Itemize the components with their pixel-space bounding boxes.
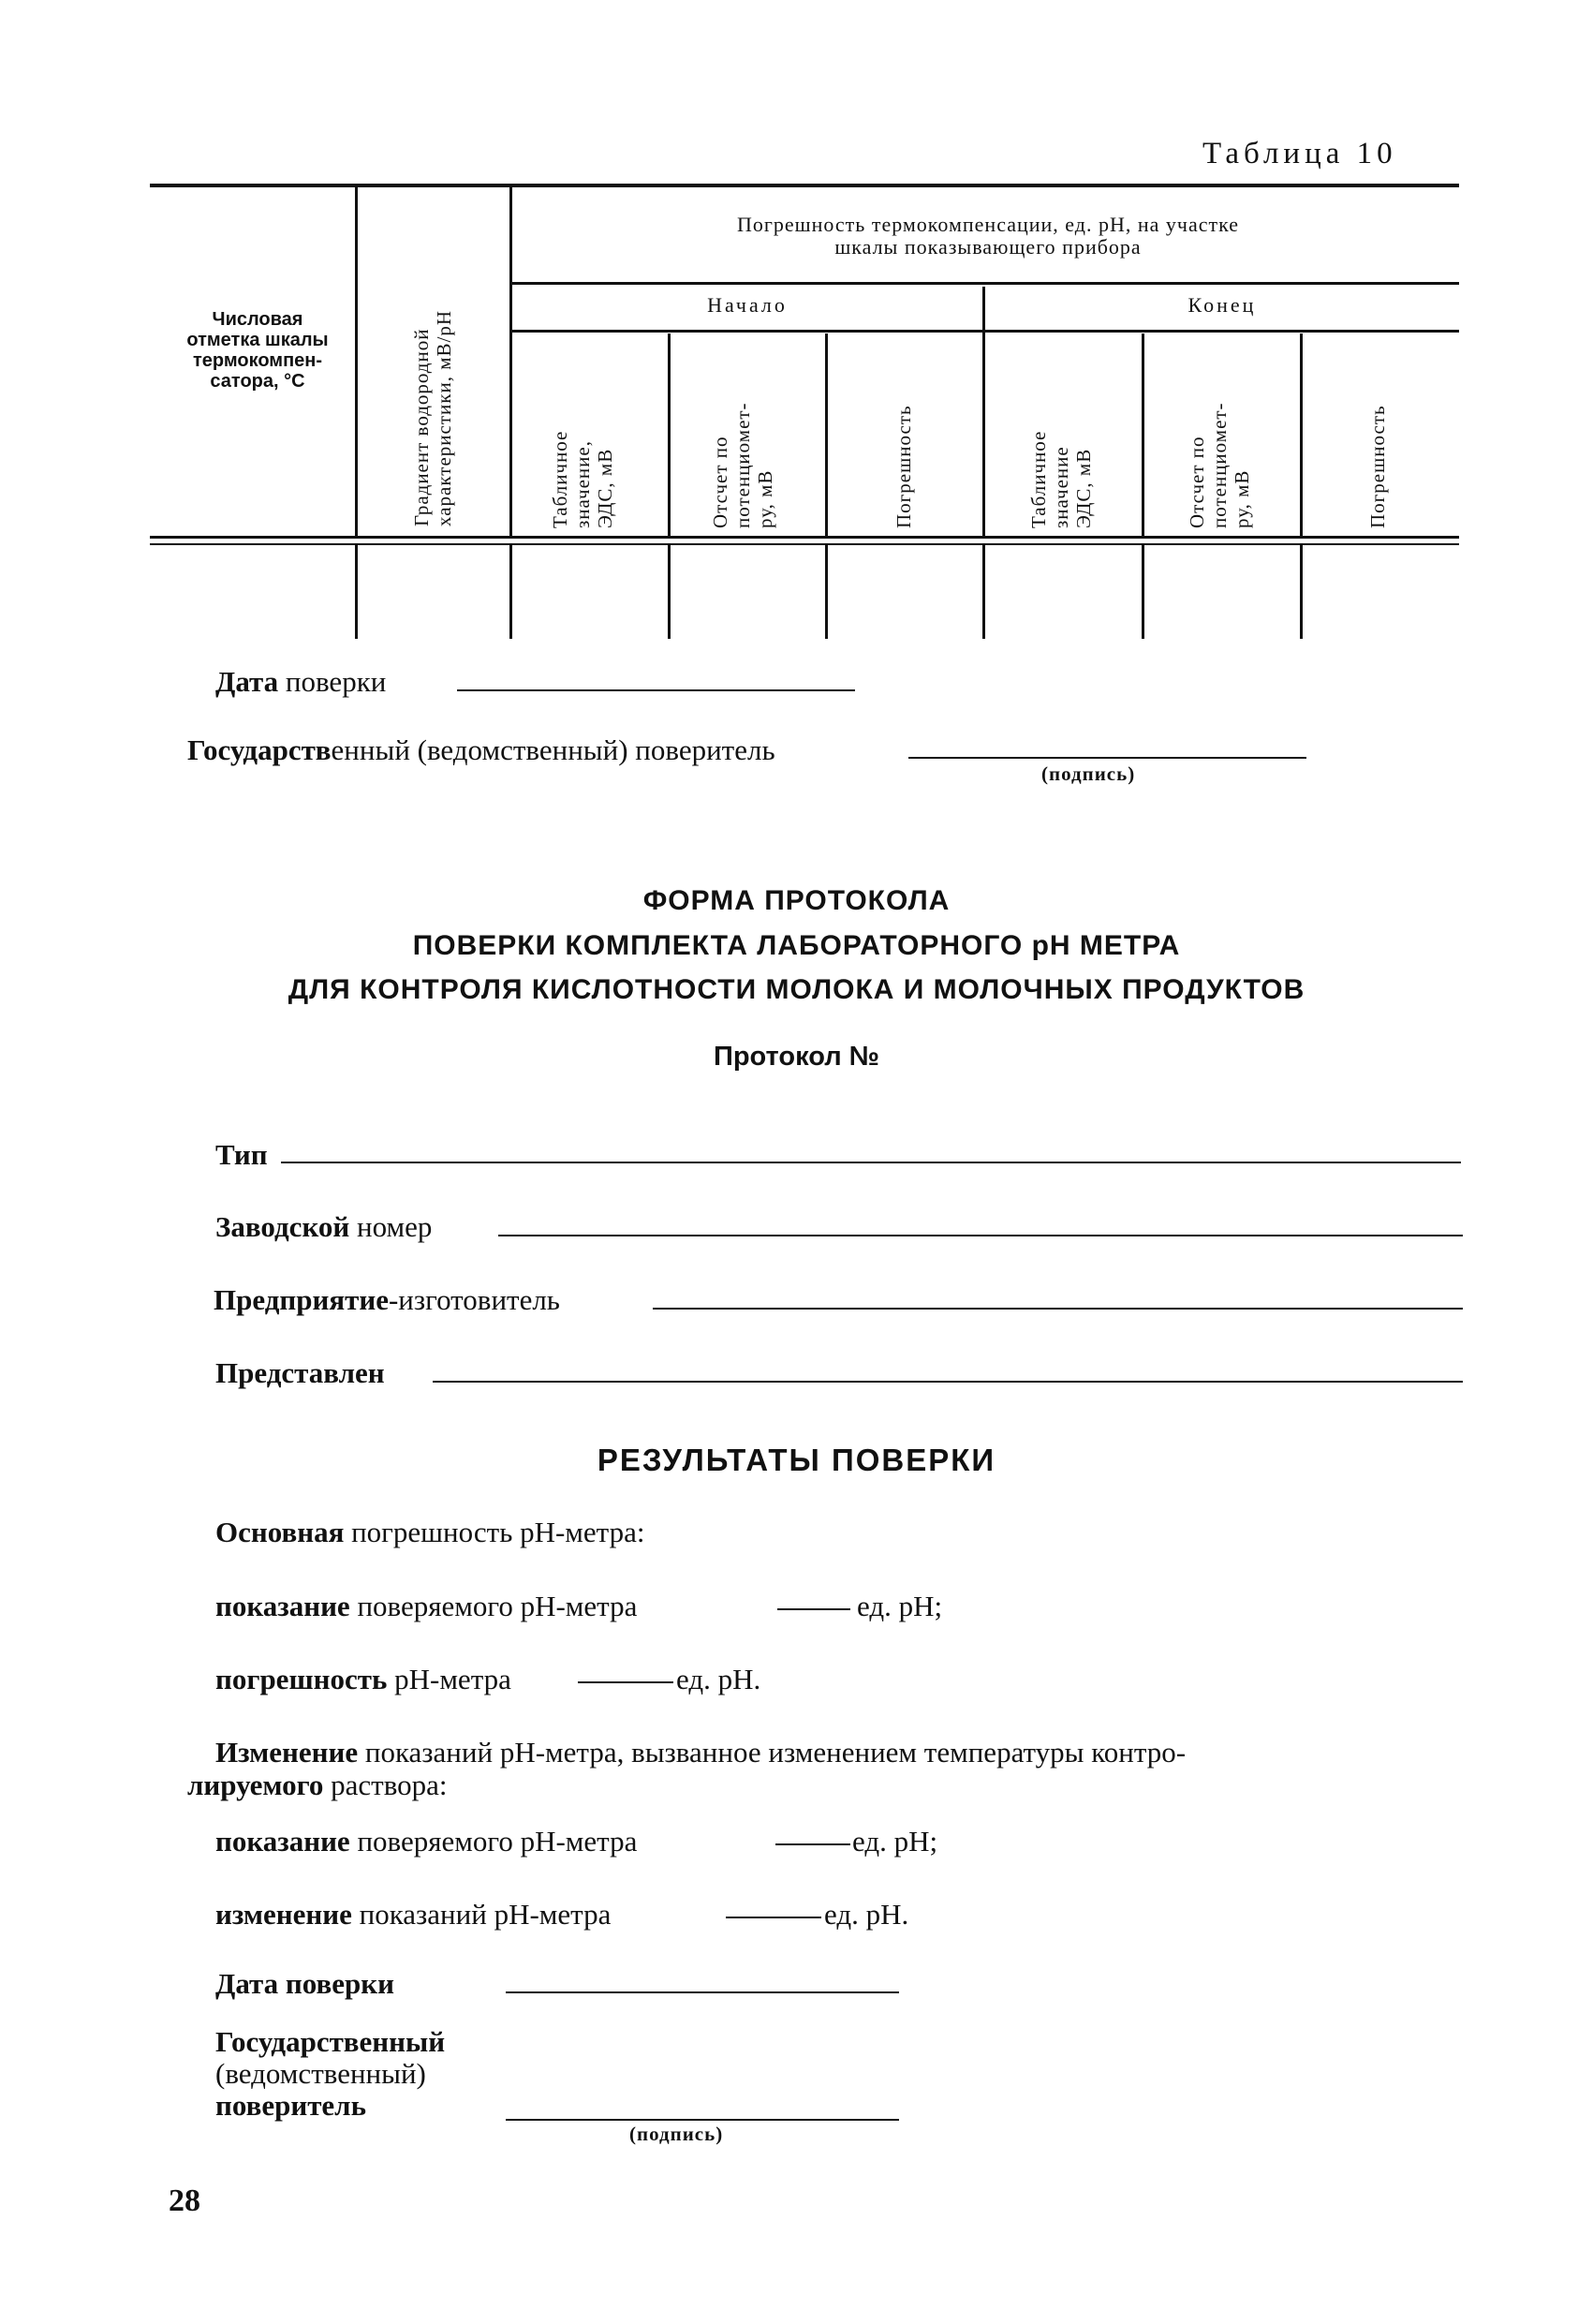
form-title-3: ДЛЯ КОНТРОЛЯ КИСЛОТНОСТИ МОЛОКА И МОЛОЧНЫХ ПРОДУКТОВ	[288, 974, 1305, 1005]
table-vline	[355, 545, 358, 639]
table-vline	[982, 545, 985, 639]
subcol-error-end: Погрешность	[1366, 405, 1389, 528]
table-vline	[509, 545, 512, 639]
form-title-1: ФОРМА ПРОТОКОЛА	[642, 885, 951, 916]
change2-unit: ед. рН.	[824, 1898, 909, 1931]
basic-error-label: Основная погрешность рН-метра:	[215, 1516, 645, 1548]
table-vline	[1300, 545, 1303, 639]
reading1-label: показание поверяемого рН-метра	[215, 1590, 638, 1622]
date-label-1: Дата поверки	[215, 665, 387, 698]
type-field[interactable]	[281, 1162, 1461, 1163]
subcol-table-value-end: Табличное значение ЭДС, мВ	[1027, 430, 1095, 528]
signature-caption-2: (подпись)	[629, 2123, 724, 2145]
table-header-rule-2	[150, 543, 1459, 545]
table-vline	[1300, 333, 1303, 536]
subcol-reading: Отсчет по потенциомет- ру, мВ	[709, 402, 776, 528]
table-header-rule	[150, 536, 1459, 539]
submitted-label: Представлен	[215, 1356, 385, 1389]
reading2-label: показание поверяемого рН-метра	[215, 1825, 638, 1858]
col-mark-header: Числовая отметка шкалы термокомпен- сатора, °С	[186, 309, 329, 392]
change2-label: изменение показаний рН-метра	[215, 1898, 612, 1931]
date-label-2: Дата поверки	[215, 1967, 394, 2000]
change-label: Изменение показаний рН-метра, вызванное изменением температуры контро-	[215, 1736, 1187, 1769]
submitted-field[interactable]	[433, 1381, 1463, 1383]
table-caption: Таблица 10	[1202, 137, 1397, 170]
reading2-unit: ед. рН;	[852, 1825, 938, 1858]
type-label: Тип	[215, 1138, 268, 1171]
start-header: Начало	[707, 293, 788, 317]
table-subrule	[512, 330, 1459, 333]
table-vline	[668, 333, 671, 536]
table-vline	[509, 187, 512, 536]
protocol-number: Протокол №	[713, 1042, 880, 1072]
error1-field[interactable]	[578, 1681, 673, 1683]
signature-field-1[interactable]	[908, 757, 1306, 759]
subcol-reading-end: Отсчет по потенциомет- ру, мВ	[1186, 402, 1253, 528]
date-field-2[interactable]	[506, 1991, 899, 1993]
signature-field-2[interactable]	[506, 2119, 899, 2121]
maker-label: Предприятие-изготовитель	[214, 1283, 560, 1316]
serial-label: Заводской номер	[215, 1210, 433, 1243]
table-vline	[1142, 545, 1144, 639]
table-vline	[355, 187, 358, 536]
col-gradient-header: Градиент водородной характеристики, мВ/рН	[410, 310, 455, 526]
reading1-unit: ед. рН;	[857, 1590, 943, 1622]
table-vline	[825, 333, 828, 536]
table-vline	[825, 545, 828, 639]
table-subrule	[512, 282, 1459, 285]
table-vline	[1142, 333, 1144, 536]
table-vline	[982, 287, 985, 536]
subcol-error: Погрешность	[892, 405, 915, 528]
page-number: 28	[169, 2183, 200, 2218]
error1-unit: ед. рН.	[676, 1663, 761, 1695]
serial-field[interactable]	[498, 1235, 1463, 1236]
date-field-1[interactable]	[457, 689, 855, 691]
reading1-field[interactable]	[777, 1608, 850, 1610]
signature-caption-1: (подпись)	[1041, 762, 1136, 785]
change-label-cont: лируемого раствора:	[187, 1769, 448, 1801]
verifier-label-2: Государственный (ведомственный) поверитель	[215, 2025, 446, 2122]
change2-field[interactable]	[726, 1917, 821, 1918]
error1-label: погрешность рН-метра	[215, 1663, 511, 1695]
subcol-table-value: Табличное значение, ЭДС, мВ	[549, 430, 616, 528]
results-title: РЕЗУЛЬТАТЫ ПОВЕРКИ	[597, 1443, 996, 1477]
table-vline	[668, 545, 671, 639]
verifier-label-1: Государственный (ведомственный) поверитель	[187, 733, 775, 766]
end-header: Конец	[1187, 293, 1257, 317]
group-header: Погрешность термокомпенсации, ед. рН, на участке шкалы показывающего прибора	[736, 213, 1240, 259]
table-top-rule	[150, 184, 1459, 187]
form-title-2: ПОВЕРКИ КОМПЛЕКТА ЛАБОРАТОРНОГО рН МЕТРА	[412, 930, 1181, 961]
maker-field[interactable]	[653, 1308, 1463, 1310]
reading2-field[interactable]	[775, 1843, 850, 1845]
